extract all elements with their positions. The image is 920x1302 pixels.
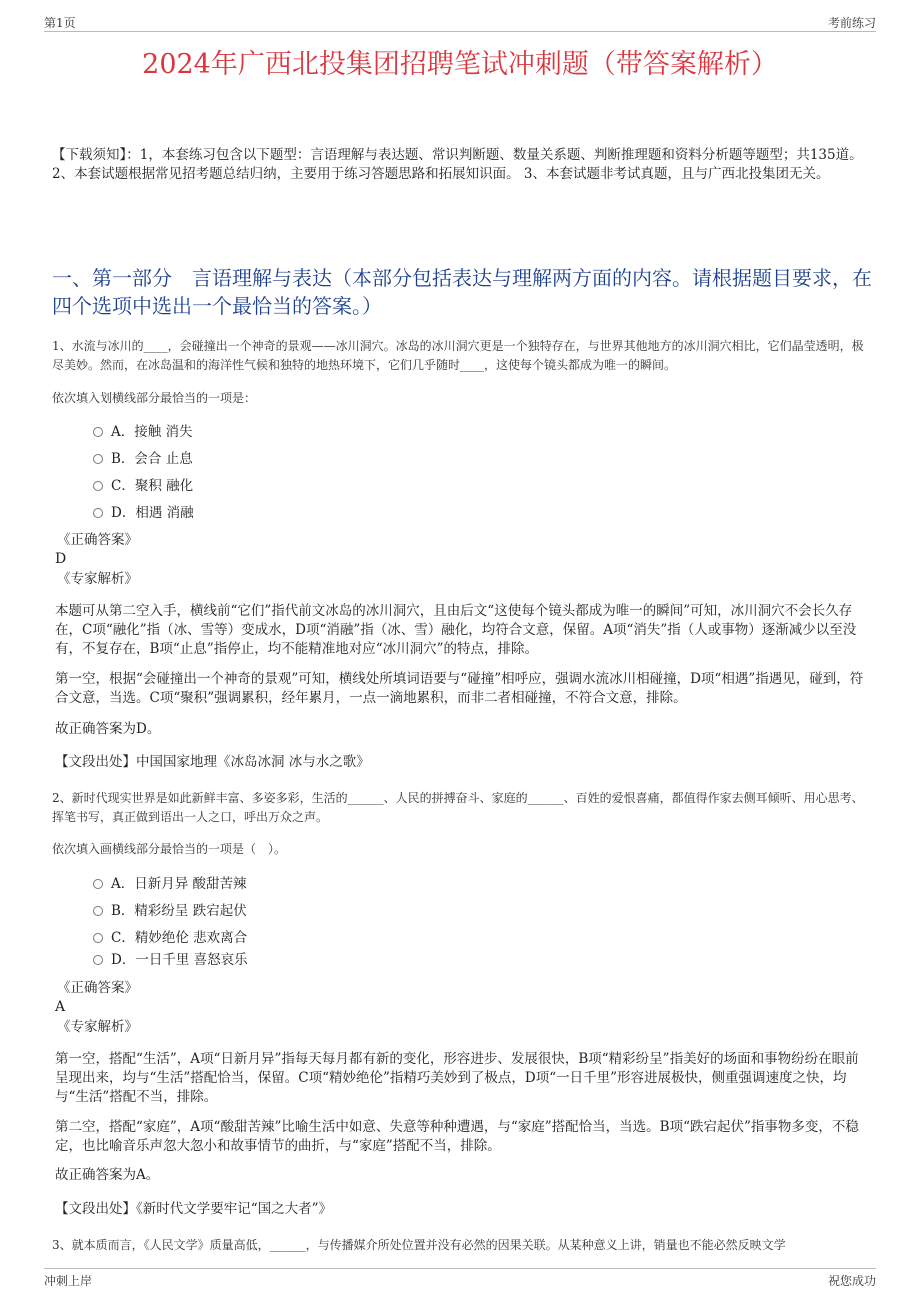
- section-heading: 一、第一部分 言语理解与表达（本部分包括表达与理解两方面的内容。请根据题目要求，在四个选项中选出一个最恰当的答案。）: [52, 266, 872, 318]
- footer-divider: [44, 1268, 876, 1269]
- q2-option-a[interactable]: A．日新月异 酸甜苦辣: [93, 875, 247, 893]
- radio-icon[interactable]: [93, 454, 103, 464]
- question-3-stem: 3、就本质而言，《人民文学》质量高低，______，与传播媒介所处位置并没有必然的因果关联。从某种意义上讲，销量也不能必然反映文学: [52, 1238, 786, 1252]
- q2-answer: A: [55, 999, 66, 1015]
- q2-analysis-para-2: 第二空，搭配“家庭”，A项“酸甜苦辣”比喻生活中如意、失意等种种遭遇，与“家庭”搭配恰当，当选。B项“跌宕起伏”指事物多变，不稳定，也比喻音乐声忽大忽小和故事情节的曲折，与“家庭”搭配不当，排除。: [55, 1119, 859, 1154]
- radio-icon[interactable]: [93, 906, 103, 916]
- radio-icon[interactable]: [93, 933, 103, 943]
- q1-answer: D: [55, 551, 67, 567]
- radio-icon[interactable]: [93, 955, 103, 965]
- q2-analysis-para-1: 第一空，搭配“生活”，A项“日新月异”指每天每月都有新的变化，形容进步、发展很快，B项“精彩纷呈”指美好的场面和事物纷纷在眼前呈现出来，均与“生活”搭配恰当，保留。C项“精妙绝伦”指精巧美妙到了极点，D项“一日千里”形容进展极快，侧重强调速度之快，均与“生活”搭配不当，排除。: [55, 1051, 859, 1105]
- q1-answer-label: 《正确答案》: [57, 532, 138, 548]
- q1-source: 【文段出处】中国国家地理《冰岛冰洞 冰与水之歌》: [55, 754, 370, 770]
- q2-source: 【文段出处】《新时代文学要牢记“国之大者”》: [55, 1201, 333, 1217]
- q1-analysis-label: 《专家解析》: [57, 571, 138, 587]
- radio-icon[interactable]: [93, 879, 103, 889]
- footer-right-text: 祝您成功: [827, 1274, 876, 1288]
- question-2-stem: 2、新时代现实世界是如此新鲜丰富、多姿多彩，生活的______、人民的拼搏奋斗、家庭的______、百姓的爱恨喜痛，都值得作家去侧耳倾听、用心思考、挥笔书写，真正做到语出一人之口，呼出万众之声。: [52, 791, 864, 824]
- radio-icon[interactable]: [93, 481, 103, 491]
- q2-option-d[interactable]: D．一日千里 喜怒哀乐: [93, 951, 248, 969]
- q1-option-a[interactable]: A．接触 消失: [93, 423, 193, 441]
- page-number: 第1页: [44, 16, 76, 30]
- radio-icon[interactable]: [93, 427, 103, 437]
- q2-option-c[interactable]: C．精妙绝伦 悲欢离合: [93, 929, 247, 947]
- q2-answer-label: 《正确答案》: [57, 980, 138, 996]
- q1-option-c[interactable]: C．聚积 融化: [93, 477, 193, 495]
- q1-analysis-para-2: 第一空，根据“会碰撞出一个神奇的景观”可知，横线处所填词语要与“碰撞”相呼应，强调水流冰川相碰撞，D项“相遇”指遇见，碰到，符合文意，当选。C项“聚积”强调累积，经年累月，一点一滴地累积，而非二者相碰撞，不符合文意，排除。: [55, 671, 864, 706]
- download-notice: 【下载须知】：1，本套练习包含以下题型：言语理解与表达题、常识判断题、数量关系题、判断推理题和资料分析题等题型；共135道。 2、本套试题根据常见招考题总结归纳，主要用于练习答题思路和拓展知识面。 3、本套试题非考试真题，且与广西北投集团无关。: [52, 147, 863, 182]
- q2-option-b[interactable]: B．精彩纷呈 跌宕起伏: [93, 902, 247, 920]
- q2-analysis-conclusion: 故正确答案为A。: [55, 1167, 160, 1183]
- question-1-prompt: 依次填入划横线部分最恰当的一项是：: [52, 391, 257, 405]
- radio-icon[interactable]: [93, 508, 103, 518]
- header-label: 考前练习: [827, 16, 876, 30]
- q1-option-b[interactable]: B．会合 止息: [93, 450, 193, 468]
- footer-left-text: 冲刺上岸: [44, 1274, 93, 1288]
- question-1-stem: 1、水流与冰川的____，会碰撞出一个神奇的景观——冰川洞穴。冰岛的冰川洞穴更是一个独特存在，与世界其他地方的冰川洞穴相比，它们晶莹透明，极尽美妙。然而，在冰岛温和的海洋性气候和独特的地热环境下，它们几乎随时____，这使每个镜头都成为唯一的瞬间。: [52, 339, 864, 372]
- document-title: 2024年广西北投集团招聘笔试冲刺题（带答案解析）: [142, 49, 778, 80]
- q2-analysis-label: 《专家解析》: [57, 1019, 138, 1035]
- q1-analysis-conclusion: 故正确答案为D。: [55, 721, 161, 737]
- question-2-prompt: 依次填入画横线部分最恰当的一项是（ ）。: [52, 842, 287, 856]
- header-divider: [44, 31, 876, 32]
- q1-option-d[interactable]: D．相遇 消融: [93, 504, 194, 522]
- q1-analysis-para-1: 本题可从第二空入手，横线前“它们”指代前文冰岛的冰川洞穴，且由后文“这使每个镜头都成为唯一的瞬间”可知，冰川洞穴不会长久存在，C项“融化”指（冰、雪等）变成水，D项“消融”指（冰、雪）融化，均符合文意，保留。A项“消失”指（人或事物）逐渐减少以至没有，不复存在，B项“止息”指停止，均不能精准地对应“冰川洞穴”的特点，排除。: [55, 603, 857, 657]
